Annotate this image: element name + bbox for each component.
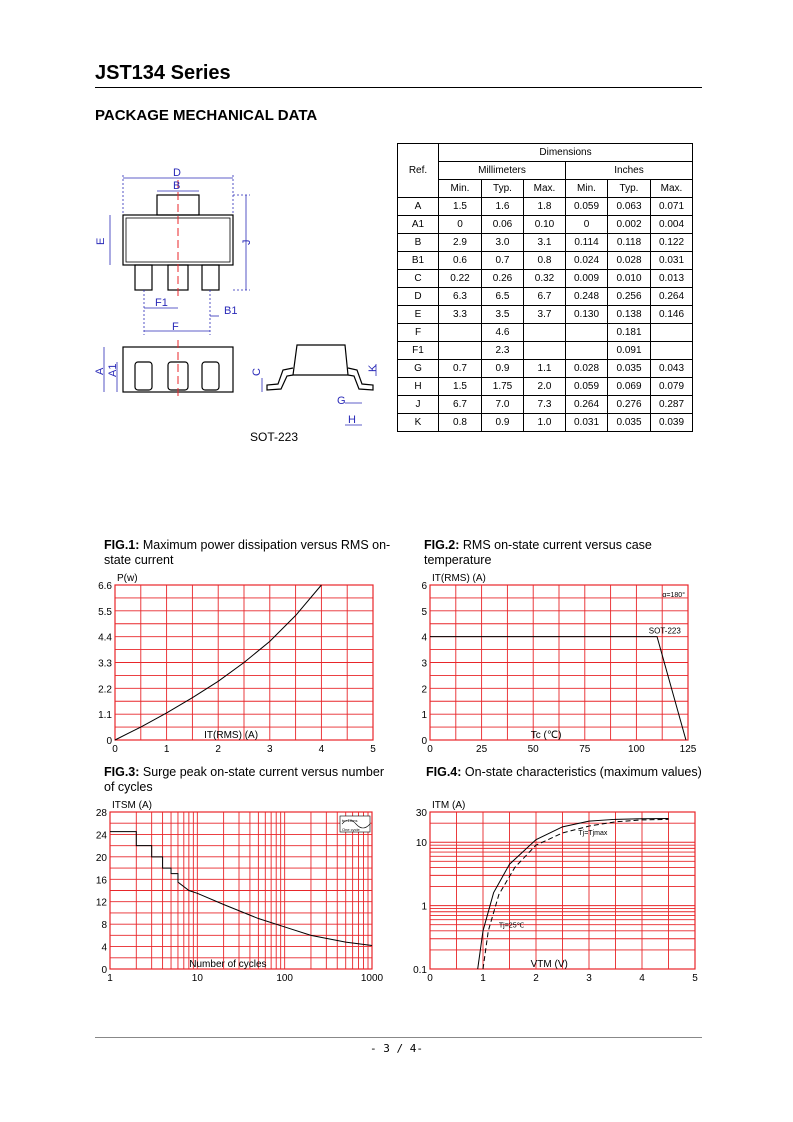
ref-cell: C	[398, 270, 439, 288]
ref-cell: D	[398, 288, 439, 306]
dim-label-d: D	[173, 167, 181, 179]
y-tick-label: 4	[101, 942, 107, 954]
value-cell: 0.287	[651, 396, 693, 414]
legend-label: One cycle	[342, 827, 360, 832]
dim-label-f1: F1	[155, 297, 168, 309]
value-cell: 1.6	[482, 198, 524, 216]
y-axis-label: ITM (A)	[432, 800, 466, 811]
x-tick-label: 1000	[360, 973, 384, 984]
value-cell: 7.3	[524, 396, 566, 414]
value-cell: 0.248	[566, 288, 608, 306]
value-cell: 0.118	[608, 234, 651, 252]
table-row	[398, 234, 693, 252]
y-tick-label: 2	[421, 684, 427, 696]
x-tick-label: 4	[639, 973, 645, 984]
package-drawing	[88, 160, 388, 430]
dim-label-k: K	[367, 364, 379, 372]
fig3-caption-text: Surge peak on-state current versus number of cycles	[104, 765, 384, 794]
sub-header: Max.	[651, 180, 693, 198]
x-tick-label: 50	[527, 744, 539, 755]
fig4-caption-label: FIG.4:	[426, 765, 462, 779]
ref-cell: G	[398, 360, 439, 378]
value-cell: 3.5	[482, 306, 524, 324]
fig2-caption	[424, 538, 704, 568]
table-row	[398, 378, 693, 396]
y-tick-label: 6	[421, 581, 427, 592]
dim-label-a: A	[94, 367, 106, 375]
ref-cell: H	[398, 378, 439, 396]
y-tick-label: 0	[106, 736, 112, 747]
x-tick-label: 4	[318, 744, 325, 755]
title-rule	[95, 87, 702, 88]
y-tick-label: 16	[95, 875, 107, 887]
y-tick-label: 30	[415, 808, 427, 819]
table-row	[398, 252, 693, 270]
value-cell: 0.024	[566, 252, 608, 270]
x-tick-label: 100	[276, 973, 294, 984]
value-cell: 1.8	[524, 198, 566, 216]
value-cell: 0.009	[566, 270, 608, 288]
x-tick-label: 2	[533, 973, 539, 984]
y-tick-label: 5.5	[98, 606, 112, 618]
dim-label-e: E	[95, 237, 107, 245]
value-cell: 0.010	[608, 270, 651, 288]
x-tick-label: 0	[427, 973, 433, 984]
value-cell: 0.6	[439, 252, 482, 270]
dim-label-c: C	[251, 368, 263, 376]
table-row	[398, 342, 693, 360]
value-cell: 0.013	[651, 270, 693, 288]
dim-label-b1: B1	[224, 305, 238, 317]
value-cell: 2.9	[439, 234, 482, 252]
value-cell: 0.091	[608, 342, 651, 360]
annotation: α=180°	[662, 592, 685, 599]
y-tick-label: 12	[95, 897, 107, 909]
value-cell	[439, 342, 482, 360]
value-cell: 0.8	[524, 252, 566, 270]
footer-rule	[95, 1037, 702, 1038]
y-tick-label: 2.2	[98, 684, 112, 696]
fig2-caption-label: FIG.2:	[424, 538, 460, 552]
value-cell: 1.5	[439, 198, 482, 216]
value-cell: 0.146	[651, 306, 693, 324]
annotation: SOT-223	[648, 626, 681, 636]
fig4-caption-text: On-state characteristics (maximum values)	[461, 765, 702, 779]
value-cell: 7.0	[482, 396, 524, 414]
y-tick-label: 0	[101, 965, 107, 976]
value-cell: 0.063	[608, 198, 651, 216]
y-tick-label: 1	[421, 901, 427, 913]
fig4-caption	[426, 765, 706, 780]
fig2-caption-text: RMS on-state current versus case temperature	[424, 538, 652, 567]
x-tick-label: 5	[370, 744, 376, 755]
dim-label-a1: A1	[107, 363, 119, 377]
y-tick-label: 6.6	[98, 581, 112, 592]
value-cell: 4.6	[482, 324, 524, 342]
table-row	[398, 396, 693, 414]
value-cell: 6.7	[524, 288, 566, 306]
value-cell: 0.256	[608, 288, 651, 306]
section-heading: PACKAGE MECHANICAL DATA	[95, 107, 318, 124]
value-cell: 0.26	[482, 270, 524, 288]
table-row	[398, 216, 693, 234]
table-row	[398, 414, 693, 432]
value-cell: 0.031	[566, 414, 608, 432]
value-cell: 0.035	[608, 360, 651, 378]
x-tick-label: 125	[679, 744, 697, 755]
value-cell	[524, 324, 566, 342]
millimeters-header: Millimeters	[439, 162, 566, 180]
y-tick-label: 1.1	[98, 710, 112, 722]
x-tick-label: 3	[267, 744, 273, 755]
value-cell: 0.276	[608, 396, 651, 414]
value-cell: 0.9	[482, 360, 524, 378]
fig1-caption-text: Maximum power dissipation versus RMS on-state current	[104, 538, 391, 567]
x-tick-label: 2	[215, 744, 221, 755]
dim-label-h: H	[348, 414, 356, 426]
value-cell: 0.079	[651, 378, 693, 396]
dim-label-g: G	[337, 395, 346, 407]
value-cell: 3.1	[524, 234, 566, 252]
ref-cell: A	[398, 198, 439, 216]
series-line-2	[483, 819, 669, 969]
value-cell: 0.031	[651, 252, 693, 270]
x-axis-label: Tc (℃)	[530, 730, 562, 741]
dimensions-header: Dimensions	[439, 144, 693, 162]
legend-label: tp=10ms	[342, 818, 358, 823]
ref-cell: K	[398, 414, 439, 432]
value-cell: 0.181	[608, 324, 651, 342]
ref-cell: A1	[398, 216, 439, 234]
fig3-chart	[85, 792, 385, 987]
value-cell: 0	[566, 216, 608, 234]
sub-header: Min.	[439, 180, 482, 198]
y-tick-label: 24	[95, 830, 107, 842]
x-axis-label: VTM (V)	[530, 959, 568, 970]
y-tick-label: 1	[421, 710, 427, 722]
dimensions-table	[397, 143, 693, 432]
fig1-chart	[85, 565, 385, 760]
y-tick-label: 4.4	[98, 632, 112, 644]
x-tick-label: 1	[480, 973, 486, 984]
x-tick-label: 5	[692, 973, 698, 984]
dim-label-f: F	[172, 321, 179, 333]
value-cell: 1.5	[439, 378, 482, 396]
value-cell	[651, 324, 693, 342]
y-tick-label: 10	[415, 838, 427, 850]
x-tick-label: 3	[586, 973, 592, 984]
x-tick-label: 100	[628, 744, 645, 755]
series-line-1	[478, 818, 669, 969]
value-cell: 0.004	[651, 216, 693, 234]
dim-label-b: B	[173, 180, 181, 192]
y-tick-label: 20	[95, 852, 107, 864]
value-cell: 1.75	[482, 378, 524, 396]
value-cell: 0.059	[566, 378, 608, 396]
value-cell: 0.059	[566, 198, 608, 216]
y-axis-label: P(w)	[117, 573, 138, 584]
document-title: JST134 Series	[95, 62, 231, 84]
value-cell: 0.22	[439, 270, 482, 288]
y-axis-label: IT(RMS) (A)	[432, 573, 486, 584]
value-cell: 0.06	[482, 216, 524, 234]
value-cell: 0.130	[566, 306, 608, 324]
annotation: Tj=Tjmax	[578, 830, 608, 838]
value-cell	[524, 342, 566, 360]
fig1-caption	[104, 538, 394, 568]
value-cell	[566, 342, 608, 360]
y-tick-label: 5	[421, 606, 427, 618]
value-cell: 0.7	[439, 360, 482, 378]
value-cell: 2.0	[524, 378, 566, 396]
fig4-chart	[405, 792, 705, 987]
value-cell: 6.7	[439, 396, 482, 414]
x-axis-label: Number of cycles	[189, 959, 267, 970]
value-cell: 2.3	[482, 342, 524, 360]
fig1-caption-label: FIG.1:	[104, 538, 140, 552]
ref-header: Ref.	[398, 144, 439, 198]
y-tick-label: 3	[421, 658, 427, 670]
value-cell: 0.028	[566, 360, 608, 378]
value-cell: 0	[439, 216, 482, 234]
dim-label-j: J	[241, 239, 253, 245]
value-cell: 0.264	[651, 288, 693, 306]
value-cell: 0.039	[651, 414, 693, 432]
y-tick-label: 0	[421, 736, 427, 747]
value-cell: 0.028	[608, 252, 651, 270]
ref-cell: F1	[398, 342, 439, 360]
fig3-caption-label: FIG.3:	[104, 765, 140, 779]
ref-cell: B1	[398, 252, 439, 270]
package-name: SOT-223	[250, 430, 299, 444]
value-cell: 0.071	[651, 198, 693, 216]
x-tick-label: 10	[191, 973, 203, 984]
value-cell: 0.002	[608, 216, 651, 234]
value-cell: 0.138	[608, 306, 651, 324]
value-cell: 0.7	[482, 252, 524, 270]
table-row	[398, 360, 693, 378]
value-cell: 0.8	[439, 414, 482, 432]
series-line-1	[110, 832, 372, 946]
x-axis-label: IT(RMS) (A)	[204, 730, 259, 741]
value-cell	[651, 342, 693, 360]
value-cell	[439, 324, 482, 342]
sub-header: Typ.	[482, 180, 524, 198]
fig2-chart	[405, 565, 705, 760]
value-cell: 0.122	[651, 234, 693, 252]
value-cell: 6.3	[439, 288, 482, 306]
x-tick-label: 1	[163, 744, 170, 755]
inches-header: Inches	[566, 162, 693, 180]
x-tick-label: 0	[427, 744, 433, 755]
value-cell: 1.1	[524, 360, 566, 378]
annotation: Tj=25℃	[498, 922, 525, 930]
table-row	[398, 306, 693, 324]
ref-cell: J	[398, 396, 439, 414]
x-tick-label: 1	[107, 973, 113, 984]
y-tick-label: 0.1	[413, 965, 427, 976]
x-tick-label: 0	[112, 744, 118, 755]
value-cell: 0.035	[608, 414, 651, 432]
value-cell: 0.32	[524, 270, 566, 288]
value-cell: 0.069	[608, 378, 651, 396]
sub-header: Min.	[566, 180, 608, 198]
ref-cell: B	[398, 234, 439, 252]
y-tick-label: 4	[421, 632, 427, 644]
value-cell: 3.3	[439, 306, 482, 324]
value-cell: 6.5	[482, 288, 524, 306]
value-cell	[566, 324, 608, 342]
value-cell: 0.10	[524, 216, 566, 234]
sub-header: Typ.	[608, 180, 651, 198]
x-tick-label: 75	[579, 744, 591, 755]
value-cell: 0.9	[482, 414, 524, 432]
table-row	[398, 198, 693, 216]
y-tick-label: 28	[95, 808, 107, 819]
table-row	[398, 324, 693, 342]
value-cell: 0.114	[566, 234, 608, 252]
y-tick-label: 8	[101, 920, 107, 932]
value-cell: 0.043	[651, 360, 693, 378]
table-row	[398, 288, 693, 306]
value-cell: 0.264	[566, 396, 608, 414]
y-axis-label: ITSM (A)	[112, 800, 152, 811]
ref-cell: E	[398, 306, 439, 324]
value-cell: 3.7	[524, 306, 566, 324]
table-row	[398, 270, 693, 288]
ref-cell: F	[398, 324, 439, 342]
fig3-caption	[104, 765, 394, 795]
value-cell: 1.0	[524, 414, 566, 432]
x-tick-label: 25	[476, 744, 488, 755]
y-tick-label: 3.3	[98, 658, 112, 670]
value-cell: 3.0	[482, 234, 524, 252]
page-number: - 3 / 4-	[370, 1042, 423, 1055]
sub-header: Max.	[524, 180, 566, 198]
